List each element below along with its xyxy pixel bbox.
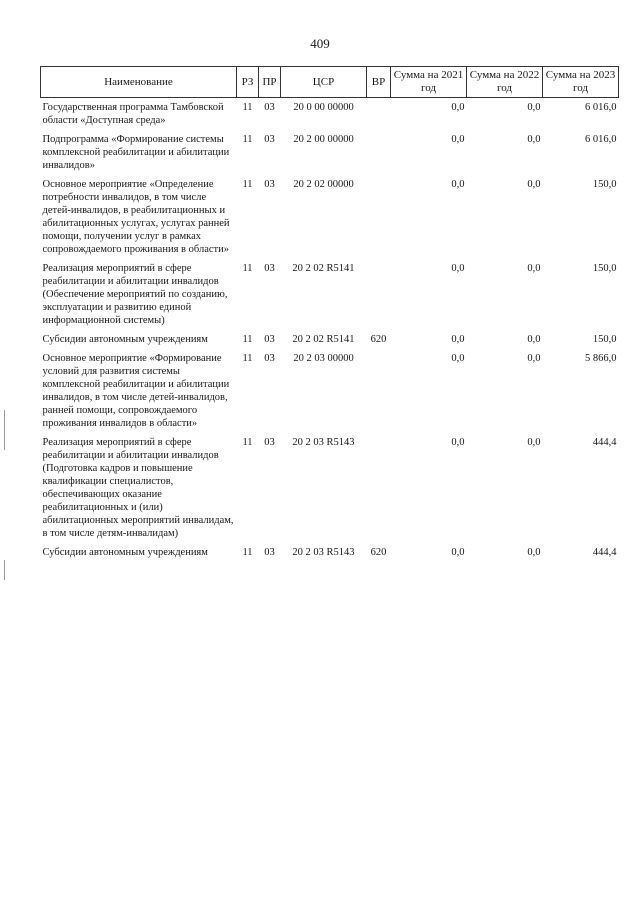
table-row	[41, 175, 619, 259]
row-sum-2021: 0,0	[451, 547, 465, 558]
row-name: Субсидии автономным учреждениям	[42, 334, 208, 345]
row-sum-2023: 6 016,0	[585, 102, 617, 113]
row-sum-2021: 0,0	[451, 134, 465, 145]
row-sum-2021: 0,0	[451, 102, 465, 113]
table-row	[41, 330, 619, 349]
row-pr: 03	[264, 334, 275, 345]
scan-margin-mark	[4, 560, 5, 580]
row-rz: 11	[242, 547, 253, 558]
row-csr: 20 2 00 00000	[293, 134, 354, 145]
row-sum-2023: 6 016,0	[585, 134, 617, 145]
row-sum-2022: 0,0	[527, 353, 541, 364]
row-sum-2023: 150,0	[592, 334, 617, 345]
row-sum-2021: 0,0	[451, 334, 465, 345]
row-rz: 11	[242, 437, 253, 448]
row-pr: 03	[264, 134, 275, 145]
row-sum-2023: 444,4	[592, 547, 617, 558]
row-name: Подпрограмма «Формирование системы комплексной реабилитации и абилитации инвалидов»	[42, 134, 230, 171]
row-csr: 20 2 02 R5141	[292, 263, 355, 274]
row-name: Государственная программа Тамбовской области «Доступная среда»	[42, 102, 224, 126]
row-sum-2023: 5 866,0	[585, 353, 617, 364]
row-sum-2021: 0,0	[451, 179, 465, 190]
header-csr: ЦСР	[281, 67, 367, 98]
row-vr: 620	[370, 547, 387, 558]
row-csr: 20 2 02 00000	[293, 179, 354, 190]
row-rz: 11	[242, 263, 253, 274]
table-row	[41, 349, 619, 433]
row-pr: 03	[264, 102, 275, 113]
row-sum-2022: 0,0	[527, 179, 541, 190]
row-csr: 20 2 02 R5141	[292, 334, 355, 345]
table-row	[41, 543, 619, 562]
row-pr: 03	[264, 437, 275, 448]
header-pr: ПР	[259, 67, 281, 98]
header-sum-2023: Сумма на 2023 год	[543, 67, 619, 98]
table-row	[41, 130, 619, 175]
table-row	[41, 259, 619, 330]
row-sum-2021: 0,0	[451, 437, 465, 448]
row-vr	[367, 98, 391, 131]
table-row	[41, 98, 619, 131]
row-pr: 03	[264, 179, 275, 190]
row-rz: 11	[242, 179, 253, 190]
row-name: Основное мероприятие «Определение потребности инвалидов, в том числе детей-инвалидов, в реабилитационных и абилитационных услугах, услугах ранней помощи, получении услуг в рамках сопровождаемого проживания в области»	[42, 179, 230, 255]
row-vr	[367, 175, 391, 259]
row-rz: 11	[242, 102, 253, 113]
row-csr: 20 0 00 00000	[293, 102, 354, 113]
header-sum-2022: Сумма на 2022 год	[467, 67, 543, 98]
scan-margin-mark	[4, 410, 5, 450]
row-vr	[367, 349, 391, 433]
row-vr	[367, 130, 391, 175]
row-sum-2023: 150,0	[592, 263, 617, 274]
row-sum-2022: 0,0	[527, 102, 541, 113]
row-rz: 11	[242, 353, 253, 364]
row-sum-2022: 0,0	[527, 134, 541, 145]
row-rz: 11	[242, 134, 253, 145]
row-sum-2022: 0,0	[527, 547, 541, 558]
row-sum-2022: 0,0	[527, 437, 541, 448]
row-vr	[367, 433, 391, 543]
row-sum-2022: 0,0	[527, 334, 541, 345]
header-vr: ВР	[367, 67, 391, 98]
row-sum-2023: 150,0	[592, 179, 617, 190]
row-name: Реализация мероприятий в сфере реабилитации и абилитации инвалидов (Подготовка кадров и повышение квалификации специалистов, обеспечивающих оказание реабилитационных и (или) абилитационных мероприятий инвалидам, в том числе детям-инвалидам)	[42, 437, 234, 539]
header-sum-2021: Сумма на 2021 год	[391, 67, 467, 98]
table-row	[41, 433, 619, 543]
row-csr: 20 2 03 R5143	[292, 547, 355, 558]
page-number: 409	[310, 36, 330, 51]
header-rz: РЗ	[237, 67, 259, 98]
row-name: Основное мероприятие «Формирование условий для развития системы комплексной реабилитации и абилитации инвалидов, в том числе детей-инвалидов, ранней помощи, сопровождаемого проживания инвалидов в области»	[42, 353, 230, 429]
row-name: Реализация мероприятий в сфере реабилитации и абилитации инвалидов (Обеспечение мероприятий по созданию, эксплуатации и развитию единой информационной системы)	[42, 263, 228, 326]
row-sum-2021: 0,0	[451, 353, 465, 364]
row-vr	[367, 259, 391, 330]
row-pr: 03	[264, 263, 275, 274]
table-header-row	[41, 67, 619, 98]
budget-table	[40, 66, 619, 562]
row-sum-2022: 0,0	[527, 263, 541, 274]
row-rz: 11	[242, 334, 253, 345]
row-csr: 20 2 03 00000	[293, 353, 354, 364]
row-name: Субсидии автономным учреждениям	[42, 547, 208, 558]
header-name: Наименование	[41, 67, 237, 98]
row-sum-2023: 444,4	[592, 437, 617, 448]
row-sum-2021: 0,0	[451, 263, 465, 274]
row-pr: 03	[264, 547, 275, 558]
row-pr: 03	[264, 353, 275, 364]
row-vr: 620	[370, 334, 387, 345]
row-csr: 20 2 03 R5143	[292, 437, 355, 448]
